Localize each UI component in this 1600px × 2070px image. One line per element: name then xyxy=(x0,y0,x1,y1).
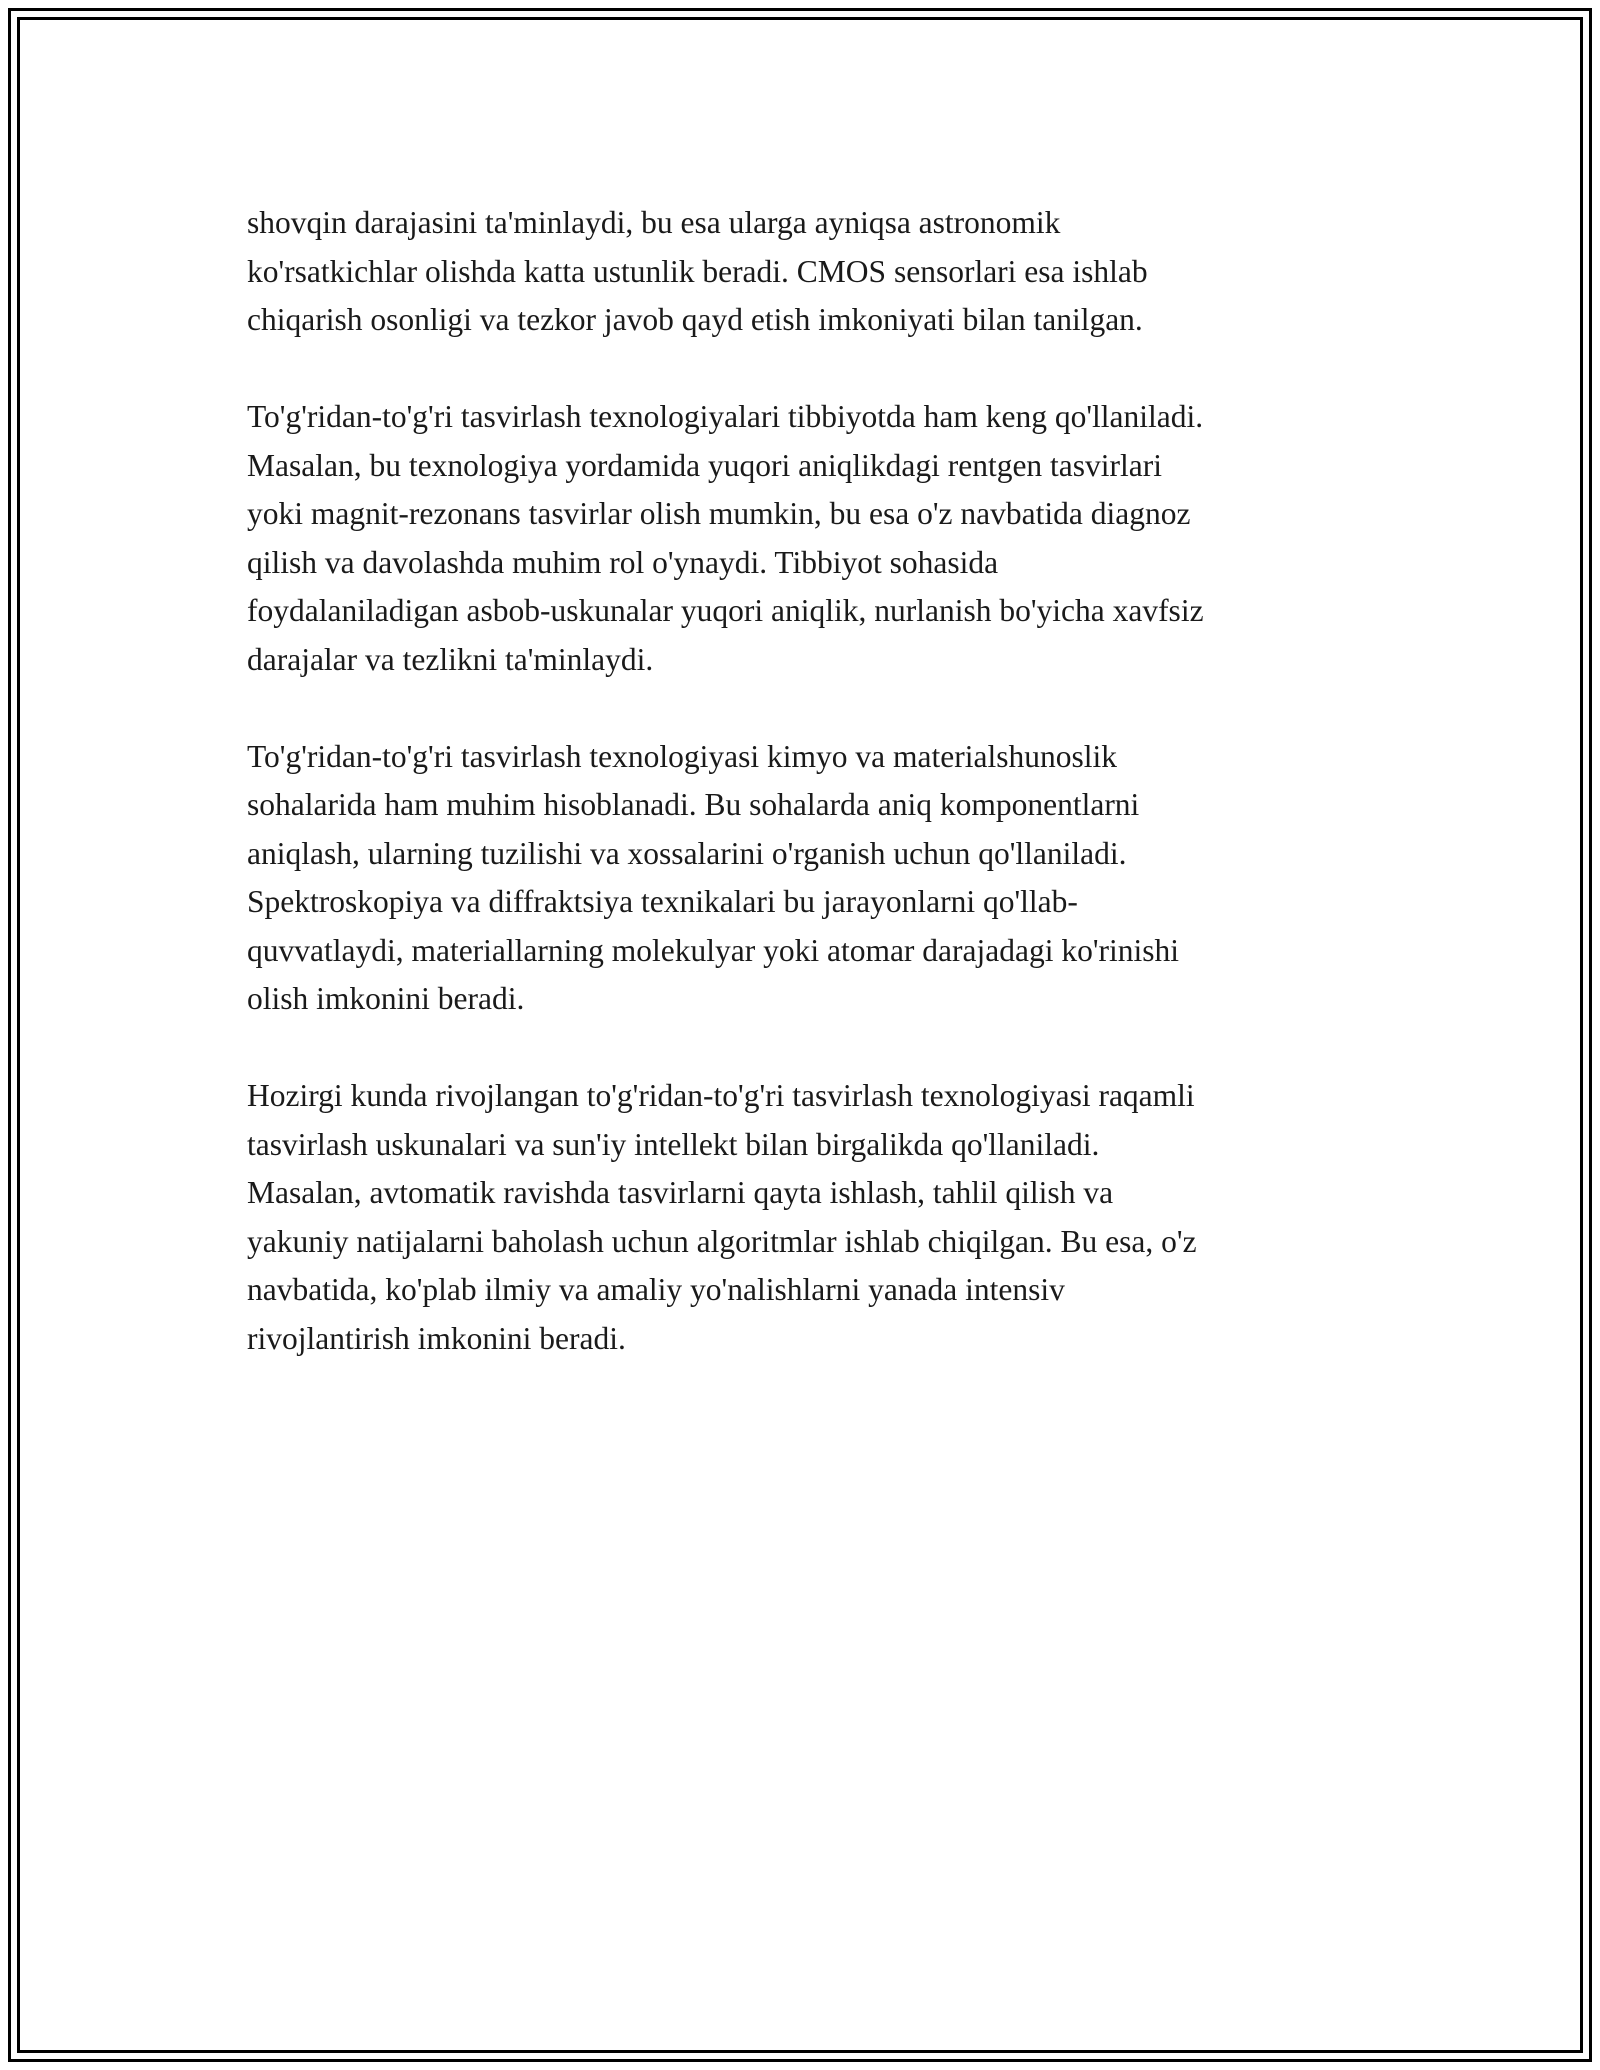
paragraph-1: shovqin darajasini ta'minlaydi, bu esa ularga ayniqsa astronomik ko'rsatkichlar olishda katta ustunlik beradi. CMOS sensorlari esa ishlab chiqarish osonligi va tezkor javob qayd etish imkoniyati bilan tanilgan. xyxy=(247,205,1148,337)
page-frame xyxy=(8,8,1592,2062)
paragraph-3: To'g'ridan-to'g'ri tasvirlash texnologiyasi kimyo va materialshunoslik sohalarida ham muhim hisoblanadi. Bu sohalarda aniq komponentlarni aniqlash, ularning tuzilishi va xossalarini o'rganish uchun qo'llaniladi. Spektroskopiya va diffraktsiya texnikalari bu jarayonlarni qo'llab- quvvatlaydi, materiallarning molekulyar yoki atomar darajadagi ko'rinishi olish imkonini beradi. xyxy=(247,738,1180,1016)
paragraph-4: Hozirgi kunda rivojlangan to'g'ridan-to'g'ri tasvirlash texnologiyasi raqamli tasvirlash uskunalari va sun'iy intellekt bilan birgalikda qo'llaniladi. Masalan, avtomatik ravishda tasvirlarni qayta ishlash, tahlil qilish va yakuniy natijalarni baholash uchun algoritmlar ishlab chiqilgan. Bu esa, o'z navbatida, ko'plab ilmiy va amaliy yo'nalishlarni yanada intensiv rivojlantirish imkonini beradi. xyxy=(247,1078,1197,1356)
document-body xyxy=(247,199,1382,1412)
paragraph-2: To'g'ridan-to'g'ri tasvirlash texnologiyalari tibbiyotda ham keng qo'llaniladi. Masalan, bu texnologiya yordamida yuqori aniqlikdagi rentgen tasvirlari yoki magnit-rezonans tasvirlar olish mumkin, bu esa o'z navbatida diagnoz qilish va davolashda muhim rol o'ynaydi. Tibbiyot sohasida foydalaniladigan asbob-uskunalar yuqori aniqlik, nurlanish bo'yicha xavfsiz darajalar va tezlikni ta'minlaydi. xyxy=(247,399,1204,677)
